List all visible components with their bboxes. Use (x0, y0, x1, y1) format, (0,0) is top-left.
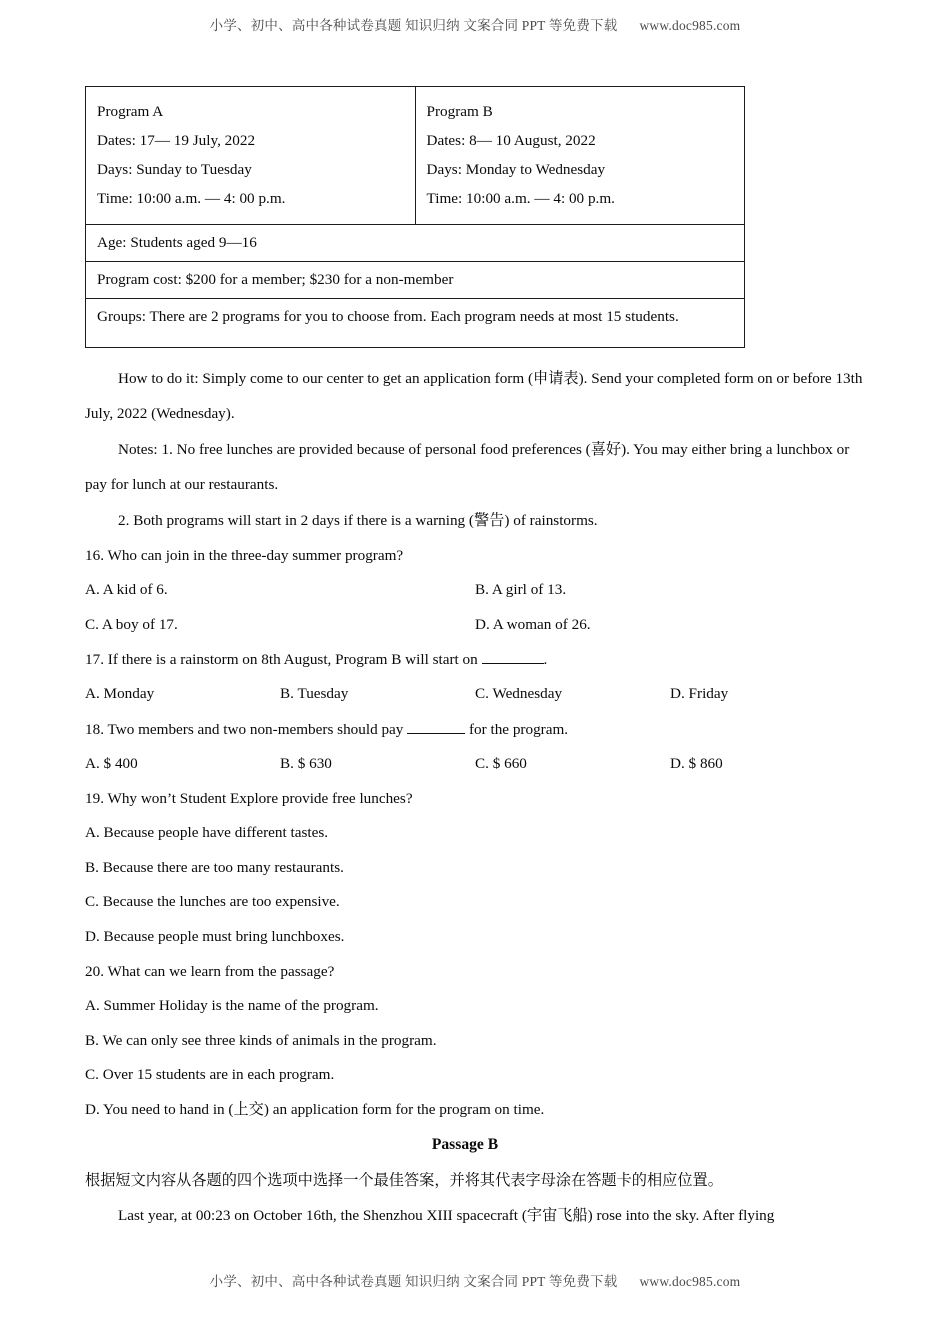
passage-b-first-paragraph: Last year, at 00:23 on October 16th, the Shenzhou XIII spacecraft (宇宙飞船) rose into the sky. After flying (118, 1207, 775, 1225)
question-18-stem-after: for the program. (468, 720, 569, 738)
question-16-option-a[interactable]: A. A kid of 6. (85, 581, 168, 599)
program-a-days: Days: Sunday to Tuesday (97, 161, 252, 178)
paragraph-note-1: Notes: 1. No free lunches are provided because of personal food preferences (喜好). You may either bring a lunchbox or pay for lunch at our restaurants. (85, 440, 850, 494)
running-footer-text: 小学、初中、高中各种试卷真题 知识归纳 文案合同 PPT 等免费下载 (209, 1274, 618, 1289)
program-b-dates: Dates: 8— 10 August, 2022 (426, 132, 596, 149)
question-20-option-b[interactable]: B. We can only see three kinds of animals in the program. (85, 1031, 437, 1049)
question-19-option-d-row (85, 920, 865, 955)
question-18-answer-blank[interactable] (407, 733, 465, 734)
age-cell: Age: Students aged 9—16 (86, 225, 745, 262)
running-header (0, 14, 950, 34)
paragraph-how-to-do-it: How to do it: Simply come to our center to get an application form (申请表). Send your completed form on or before 13th July, 2022 (Wednesday). (85, 369, 863, 423)
question-20-option-d-row (85, 1093, 865, 1128)
program-b-time: Time: 10:00 a.m. — 4: 00 p.m. (426, 190, 615, 207)
program-a-dates: Dates: 17— 19 July, 2022 (97, 132, 256, 149)
question-17-stem-before: 17. If there is a rainstorm on 8th August, Program B will start on (85, 651, 478, 669)
question-16-options-row-1 (85, 573, 865, 608)
question-20-option-c-row (85, 1058, 865, 1093)
question-17-answer-blank[interactable] (482, 663, 544, 664)
running-header-text: 小学、初中、高中各种试卷真题 知识归纳 文案合同 PPT 等免费下载 (209, 18, 618, 33)
running-header-url: www.doc985.com (639, 18, 741, 33)
question-17-stem-after: . (543, 651, 548, 669)
passage-b-instruction: 根据短文内容从各题的四个选项中选择一个最佳答案，并将其代表字母涂在答题卡的相应位置。 (85, 1172, 723, 1190)
table-row-age (86, 225, 745, 262)
question-16-option-c[interactable]: C. A boy of 17. (85, 615, 178, 633)
question-19-stem: 19. Why won’t Student Explore provide free lunches? (85, 790, 413, 808)
question-18-option-c[interactable]: C. $ 660 (475, 754, 527, 772)
question-18-option-d[interactable]: D. $ 860 (670, 754, 723, 772)
question-19-option-c-row (85, 885, 865, 920)
running-footer (0, 1270, 950, 1290)
document-content (85, 86, 865, 1234)
question-20-option-c[interactable]: C. Over 15 students are in each program. (85, 1066, 335, 1084)
paragraph-note-2: 2. Both programs will start in 2 days if there is a warning (警告) of rainstorms. (118, 511, 598, 529)
question-20-option-a[interactable]: A. Summer Holiday is the name of the program. (85, 997, 379, 1015)
question-17-stem (85, 642, 865, 677)
program-a-title: Program A (97, 103, 164, 120)
question-19-option-b[interactable]: B. Because there are too many restaurants. (85, 858, 344, 876)
question-18-option-b[interactable]: B. $ 630 (280, 754, 332, 772)
question-17-option-a[interactable]: A. Monday (85, 685, 155, 703)
program-b-days: Days: Monday to Wednesday (426, 161, 606, 178)
cost-cell: Program cost: $200 for a member; $230 for a non-member (86, 262, 745, 299)
program-info-table (85, 86, 745, 348)
question-16-options-row-2 (85, 608, 865, 643)
question-18-options-row (85, 747, 865, 782)
question-18-option-a[interactable]: A. $ 400 (85, 754, 138, 772)
question-18-stem (85, 712, 865, 747)
question-20-option-d[interactable]: D. You need to hand in (上交) an application form for the program on time. (85, 1100, 545, 1118)
table-row-programs (86, 87, 745, 225)
question-17-option-b[interactable]: B. Tuesday (280, 685, 349, 703)
running-footer-url: www.doc985.com (639, 1274, 741, 1289)
question-17-option-c[interactable]: C. Wednesday (475, 685, 563, 703)
question-16-option-b[interactable]: B. A girl of 13. (475, 581, 567, 599)
question-16-option-d[interactable]: D. A woman of 26. (475, 615, 591, 633)
passage-b-title: Passage B (431, 1136, 499, 1154)
question-20-option-b-row (85, 1024, 865, 1059)
table-row-cost (86, 262, 745, 299)
question-19-option-a[interactable]: A. Because people have different tastes. (85, 824, 329, 842)
question-18-stem-before: 18. Two members and two non-members should pay (85, 720, 404, 738)
question-16-stem: 16. Who can join in the three-day summer program? (85, 547, 404, 565)
groups-cell: Groups: There are 2 programs for you to choose from. Each program needs at most 15 students. (86, 299, 745, 347)
question-20-option-a-row (85, 989, 865, 1024)
question-20-stem: 20. What can we learn from the passage? (85, 963, 335, 981)
question-19-option-c[interactable]: C. Because the lunches are too expensive. (85, 893, 340, 911)
program-b-cell (415, 87, 745, 225)
program-a-time: Time: 10:00 a.m. — 4: 00 p.m. (97, 190, 286, 207)
question-19-option-d[interactable]: D. Because people must bring lunchboxes. (85, 927, 345, 945)
program-b-title: Program B (426, 103, 493, 120)
question-19-option-a-row (85, 816, 865, 851)
question-17-option-d[interactable]: D. Friday (670, 685, 729, 703)
question-19-option-b-row (85, 851, 865, 886)
table-row-groups (86, 299, 745, 347)
question-17-options-row (85, 677, 865, 712)
program-a-cell (86, 87, 416, 225)
